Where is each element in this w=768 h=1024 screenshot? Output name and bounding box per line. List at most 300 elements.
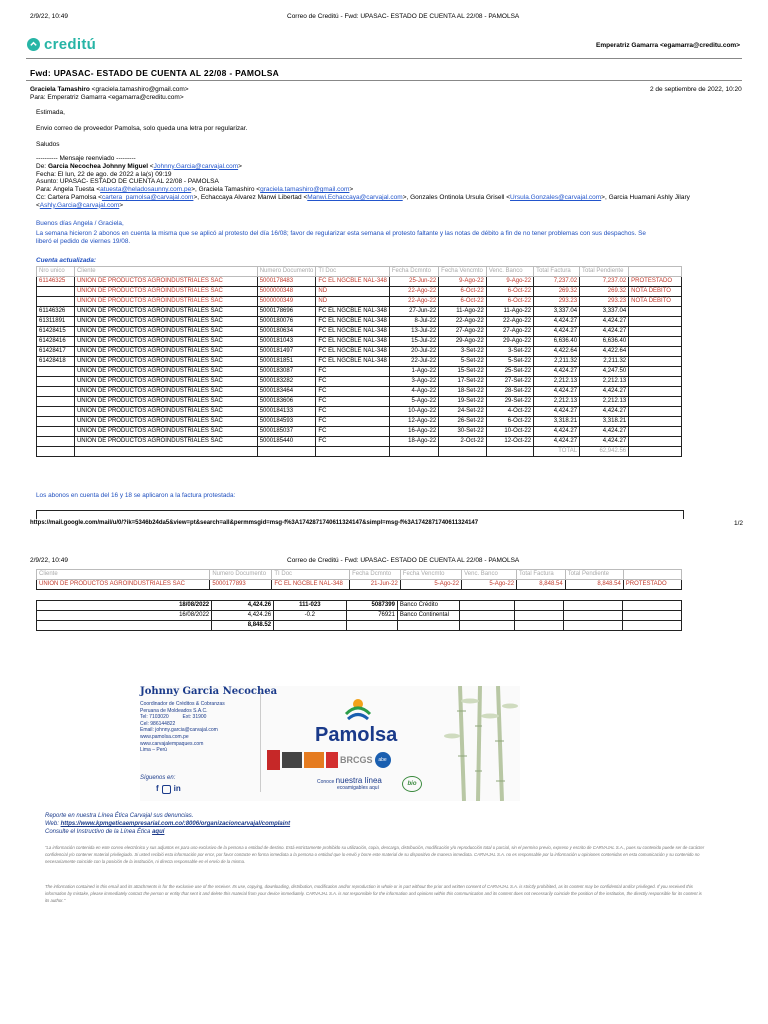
table-cell: FC EL NGCBLE NAL-348 [316,337,389,347]
table-cell: 61428418 [37,357,75,367]
forward-cc-cont: <Ashly.Garcia@carvajal.com> [36,201,124,209]
table-cell: 11-Ago-22 [439,307,487,317]
table-cell [629,387,682,397]
table-cell: FC EL NGCBLE NAL-348 [272,580,350,590]
linkedin-icon[interactable]: in [173,784,181,793]
table-cell: 6-Oct-22 [439,287,487,297]
table-cell: 26-Set-22 [439,417,487,427]
table-cell: 5000185440 [257,437,316,447]
cert-badge [326,752,338,768]
creditu-logo[interactable] [27,36,96,53]
table-cell: 16-Ago-22 [389,427,438,437]
table-cell: 4,424.27 [580,407,629,417]
table-cell: 4-Oct-22 [486,407,533,417]
column-header: Total Pendiente [565,570,623,580]
table-cell: FC [316,387,389,397]
signature-name: Johnny Garcia Necochea [140,686,278,697]
table-cell: 4,424.27 [534,327,580,337]
table-cell: 9-Ago-22 [439,277,487,287]
table-cell: UNION DE PRODUCTOS AGROINDUSTRIALES SAC [74,427,257,437]
email-subject: Fwd: UPASAC- ESTADO DE CUENTA AL 22/08 - PAMOLSA [30,68,280,78]
sender-email: <graciela.tamashiro@gmail.com> [91,86,189,93]
table-cell: 4,424.27 [580,437,629,447]
column-header: Total Pendiente [580,267,629,277]
table-cell [629,437,682,447]
table-cell [37,377,75,387]
table-cell: FC [316,427,389,437]
table-cell [629,347,682,357]
table-cell: 4,424.27 [534,407,580,417]
greeting: Estimada, [36,109,65,116]
payment-op: 5087399 [346,601,397,611]
table-cell: 2,212.13 [580,397,629,407]
table-cell [459,601,515,611]
page-number: 1/2 [734,520,744,527]
table-cell: FC EL NGCBLE NAL-348 [316,307,389,317]
table-cell: 29-Ago-22 [486,337,533,347]
forward-from-name: Garcia Necochea Johnny Miguel [47,162,148,170]
bamboo-illustration [440,686,520,801]
table-cell [629,377,682,387]
table-row [37,447,682,457]
table-cell: 22-Ago-22 [389,297,438,307]
table-cell: UNION DE PRODUCTOS AGROINDUSTRIALES SAC [74,387,257,397]
table-cell: 4,424.27 [580,327,629,337]
email-link[interactable]: cartera_pamolsa@carvajal.com [101,193,194,201]
eco-line[interactable]: Conoce nuestra línea ecoamigables aquí [317,776,382,791]
table-row [37,307,682,317]
table-cell: 18-Ago-22 [389,437,438,447]
message-date: 2 de septiembre de 2022, 10:20 [650,86,742,93]
email-link[interactable]: atuesta@heladosaunny.com.pe [100,186,192,194]
table-cell [397,621,459,631]
creditu-logo-icon [27,38,40,51]
table-cell: 5000000348 [257,287,316,297]
table-cell: 8,848.54 [565,580,623,590]
table-cell: 21-Jun-22 [350,580,401,590]
note-block [36,220,726,247]
payment-op: 76921 [346,611,397,621]
column-header: Venc. Banco [462,570,517,580]
table-cell: ND [316,287,389,297]
table-cell: 4,424.27 [534,387,580,397]
table-cell [37,447,75,457]
table-cell [515,611,564,621]
table-cell [629,337,682,347]
facebook-icon[interactable]: f [156,784,159,793]
payment-bank: Banco Continental [397,611,459,621]
table-cell: 29-Set-22 [486,397,533,407]
payment-bank: Banco Crédito [397,601,459,611]
signature-details: Coordinador de Créditos & Cobranzas Peruana de Moldeados S.A.C. Tel: 7103020 Ext: 31900 Cel: 986144822 Email: johnny.garcia@carvajal.com www.pamolsa.com.pe www.carvajalempaques.com Lima – Perú [140,701,225,754]
table-cell [629,407,682,417]
table-cell: 5000181043 [257,337,316,347]
table-cell: 2,212.13 [534,377,580,387]
table-cell: FC [316,417,389,427]
table-cell: 22-Jul-22 [389,357,438,367]
table-cell: FC EL NGCBLE NAL-348 [316,327,389,337]
table-cell: 5000178696 [257,307,316,317]
table-cell [459,611,515,621]
table-cell: FC [316,397,389,407]
table-cell: UNION DE PRODUCTOS AGROINDUSTRIALES SAC [74,377,257,387]
cert-badges [267,750,391,770]
table-cell: 22-Ago-22 [439,317,487,327]
table-cell: 1-Ago-22 [389,367,438,377]
table-cell: 5000178483 [257,277,316,287]
table-cell: 4,424.27 [534,317,580,327]
table-cell: 61428415 [37,327,75,337]
payment-sum: 8,848.52 [212,621,274,631]
payment-amount: 4,424.26 [212,601,274,611]
column-header: Fecha Dcmnto [389,267,438,277]
email-link[interactable]: Ursula.Gonzales@carvajal.com [510,193,602,201]
table-cell: 2,211.32 [580,357,629,367]
table-cell [629,367,682,377]
table-cell: 10-Ago-22 [389,407,438,417]
table-cell: 6-Oct-22 [486,417,533,427]
table-cell [629,447,682,457]
table-cell: 12-Oct-22 [486,437,533,447]
table-header-row [37,570,682,580]
table-cell: FC EL NGCBLE NAL-348 [316,357,389,367]
table-header-row [37,267,682,277]
table-cell: 15-Set-22 [439,367,487,377]
table-cell [623,611,682,621]
print-date: 2/9/22, 10:49 [30,13,68,20]
brcgs-logo: BRCGS [340,755,373,765]
payment-date: 16/08/2022 [37,611,212,621]
table-cell: 27-Set-22 [486,377,533,387]
table-row [37,427,682,437]
table-cell [37,417,75,427]
note-line1: La semana hicieron 2 abonos en cuenta la misma que se aplicó al protesto del día 16/08; favor de regularizar esta semana el protesto faltante y las notas de débito a fin de no tener problemas con sus despachos. Se [36,229,646,237]
table-cell: 2-Oct-22 [439,437,487,447]
table-cell: 27-Ago-22 [486,327,533,337]
table-cell: UNION DE PRODUCTOS AGROINDUSTRIALES SAC [74,317,257,327]
table-cell [623,601,682,611]
table-cell [37,297,75,307]
table-cell [515,621,564,631]
table-cell [629,327,682,337]
table-cell: UNION DE PRODUCTOS AGROINDUSTRIALES SAC [74,287,257,297]
message-from [30,86,189,93]
table-cell [316,447,389,457]
table-cell: 4,422.64 [580,347,629,357]
table-cell: 62,942.56 [580,447,629,457]
creditu-logo-text: creditú [44,36,97,53]
table-cell: 4,422.64 [534,347,580,357]
divider [260,692,261,792]
table-cell: UNION DE PRODUCTOS AGROINDUSTRIALES SAC [74,297,257,307]
table-cell: UNION DE PRODUCTOS AGROINDUSTRIALES SAC [74,277,257,287]
table-cell: 24-Set-22 [439,407,487,417]
table-row [37,397,682,407]
table-cell [623,621,682,631]
note-greeting: Buenos días Angela / Graciela, [36,220,124,227]
table-cell: 6-Oct-22 [486,297,533,307]
page-url[interactable]: https://mail.google.com/mail/u/0/?ik=5346b24da5&view=pt&search=all&permmsgid=msg-f%3A1742871740611324147&simpl=msg-f%3A1742871740611324147 [30,520,479,526]
email-link[interactable]: Manwi.Echaccaya@carvajal.com [307,193,403,201]
table-cell: 2,212.13 [580,377,629,387]
table-cell: FC EL NGCBLE NAL-348 [316,277,389,287]
table-cell: 61311891 [37,317,75,327]
closing: Saludos [36,141,60,148]
table-cell: 2,212.13 [534,397,580,407]
table-cell: 61146325 [37,277,75,287]
table-cell: PROTESTADO [623,580,681,590]
divider [36,510,684,519]
forward-from: De: Garcia Necochea Johnny Miguel <Johnny.Garcia@carvajal.com> [36,162,242,170]
pamolsa-logo [315,698,405,758]
table-cell [486,447,533,457]
table-cell: 12-Ago-22 [389,417,438,427]
table-cell: FC EL NGCBLE NAL-348 [316,347,389,357]
table-row [37,277,682,287]
table-cell: 5000184593 [257,417,316,427]
table-cell: UNION DE PRODUCTOS AGROINDUSTRIALES SAC [37,580,210,590]
table-cell: 25-Jun-22 [389,277,438,287]
table-row [37,417,682,427]
table-cell: 6-Oct-22 [439,297,487,307]
table-cell: FC [316,377,389,387]
table-row [37,297,682,307]
forward-to: Para: Angela Tuesta <atuesta@heladosaunny.com.pe>, Graciela Tamashiro <graciela.tamashiro@gmail.com> [36,186,354,194]
table-cell: 4,424.27 [534,437,580,447]
table-cell [37,287,75,297]
forwarded-block [36,155,736,210]
bio-logo: bio [402,776,422,792]
print-title-2: Correo de Creditú - Fwd: UPASAC- ESTADO DE CUENTA AL 22/08 - PAMOLSA [287,557,520,564]
table-cell: UNION DE PRODUCTOS AGROINDUSTRIALES SAC [74,367,257,377]
table-cell: UNION DE PRODUCTOS AGROINDUSTRIALES SAC [74,417,257,427]
forward-separator: ---------- Mensaje reenviado --------- [36,155,136,162]
table-cell: 19-Set-22 [439,397,487,407]
table-cell: 9-Ago-22 [486,277,533,287]
table-cell: 5000000349 [257,297,316,307]
print-date-2: 2/9/22, 10:49 [30,557,68,564]
disclaimer-es: "La información contenida en este correo electrónico y sus adjuntos es para uso exclusivo de la persona o entidad de destino. Está estrictamente prohibido su utilización, copia, descarga, distribución, modificación y/o reproducción total o parcial, sin el permiso previo, expreso y escrito de CARVAJAL S.A., pues su contenido puede ser de carácter confidencial y/o contener material privilegiado. Si usted recibió esta información por error, por favor contacte en forma inmediata a la persona o entidad que lo envió y borre este material de su dispositivo de manera inmediata. CARVAJAL S.A. no es responsable por la información u opiniones contenidas en esta comunicación y su contenido no necesariamente coincide con la posición de la institución, ni directa responsable en el envío de la misma. [45,845,705,864]
table-cell: 20-Jul-22 [389,347,438,357]
table-row [37,387,682,397]
table-cell: 6,636.40 [534,337,580,347]
table-cell: 5-Ago-22 [389,397,438,407]
table-cell: 22-Ago-22 [389,287,438,297]
table-cell [37,621,212,631]
pamolsa-logo-text: Pamolsa [315,724,398,746]
table-cell: 6-Oct-22 [486,287,533,297]
table-cell [515,601,564,611]
column-header: TI Doc [272,570,350,580]
table-cell: 4,424.27 [534,427,580,437]
table-cell [37,407,75,417]
payment-ref: -0.2 [274,611,347,621]
column-header: Numero Documento [257,267,316,277]
table-cell: NOTA DEBITO [629,287,682,297]
table-row [37,407,682,417]
table-cell: 3,318.21 [534,417,580,427]
table-cell [274,621,347,631]
divider [26,80,742,81]
table-cell: 18-Set-22 [439,387,487,397]
table-row [37,327,682,337]
table-cell: 10-Oct-22 [486,427,533,437]
table-cell: 11-Ago-22 [486,307,533,317]
column-header: Fecha Vencmto [439,267,487,277]
table-cell: 5000183282 [257,377,316,387]
table-row [37,347,682,357]
follow-label: Síguenos en: [140,775,176,781]
column-header: Numero Documento [210,570,272,580]
instagram-icon[interactable] [162,785,171,794]
table-row [37,317,682,327]
payment-row [37,601,682,611]
table-cell [74,447,257,457]
table-cell: 2,211.32 [534,357,580,367]
table-cell [629,427,682,437]
table-cell [37,367,75,377]
table-row [37,287,682,297]
table-cell [37,397,75,407]
column-header: Nro unico [37,267,75,277]
table-cell: 7,237.02 [580,277,629,287]
forward-from-email[interactable]: Johnny.Garcia@carvajal.com [153,162,239,170]
sender-name: Graciela Tamashiro [30,86,90,93]
table-cell: 4,424.27 [580,317,629,327]
message-to: Para: Emperatriz Gamarra <egamarra@creditu.com> [30,94,184,101]
table-cell: UNION DE PRODUCTOS AGROINDUSTRIALES SAC [74,397,257,407]
column-header: Cliente [37,570,210,580]
table-cell [629,317,682,327]
table-cell: 5000180076 [257,317,316,327]
table-cell: 6,636.40 [580,337,629,347]
table-cell: 8-Jul-22 [389,317,438,327]
table-cell: 4,424.27 [580,427,629,437]
payments-table [36,600,682,631]
column-header: TI Doc [316,267,389,277]
table-cell [37,427,75,437]
column-header: Venc. Banco [486,267,533,277]
table-cell [629,357,682,367]
table-cell: 8,848.54 [517,580,566,590]
table-cell: 4,247.50 [580,367,629,377]
table-cell [629,307,682,317]
email-link[interactable]: Ashly.Garcia@carvajal.com [39,201,120,209]
ethics-block: Reporte en nuestra Línea Ética Carvajal sus denuncias. Web: https://www.kpmgeticaempresarial.com.co/:8006/organizacioncarvajal/complaint Consulte el Instructivo de la Línea Ética aquí [45,813,291,835]
table-cell: UNION DE PRODUCTOS AGROINDUSTRIALES SAC [74,337,257,347]
table-cell [564,621,623,631]
print-title: Correo de Creditú - Fwd: UPASAC- ESTADO DE CUENTA AL 22/08 - PAMOLSA [287,13,520,20]
table-title: Cuenta actualizada: [36,257,97,264]
table-cell: 61428417 [37,347,75,357]
table-cell: 293.23 [580,297,629,307]
table-cell: 25-Set-22 [486,367,533,377]
forward-subject: Asunto: UPASAC- ESTADO DE CUENTA AL 22/08 - PAMOLSA [36,178,219,186]
account-table [36,266,682,457]
table-cell: 5-Ago-22 [462,580,517,590]
table-cell [629,397,682,407]
table-row [37,367,682,377]
table-cell: 269.32 [580,287,629,297]
ethics-link[interactable]: https://www.kpmgeticaempresarial.com.co/:8006/organizacioncarvajal/complaint [60,821,291,827]
table-cell [439,447,487,457]
table-cell: ND [316,297,389,307]
table-cell: FC [316,437,389,447]
table-cell [459,621,515,631]
table-cell [564,601,623,611]
note-line2: liberó el pedido de viernes 19/08. [36,238,131,245]
table-cell: 27-Jun-22 [389,307,438,317]
table-row [37,437,682,447]
table-cell: FC [316,367,389,377]
pamolsa-logo-icon [343,698,373,724]
table-cell: 4,424.27 [534,367,580,377]
table-cell: 5000184133 [257,407,316,417]
table-cell: 28-Set-22 [486,387,533,397]
table-cell: PROTESTADO [629,277,682,287]
table-cell: NOTA DEBITO [629,297,682,307]
table-cell: 4-Ago-22 [389,387,438,397]
table-cell [257,447,316,457]
table-cell: 5000180634 [257,327,316,337]
column-header: Total Factura [534,267,580,277]
table-cell: 7,237.02 [534,277,580,287]
table-cell: 5000177893 [210,580,272,590]
gptw-badge [267,750,280,770]
table-cell [623,570,681,580]
table-cell: 5-Ago-22 [400,580,461,590]
social-icons [156,784,181,794]
cert-badge [304,752,324,768]
table-cell: 3,337.04 [580,307,629,317]
table-row [37,357,682,367]
abe-logo: abe [375,752,391,768]
table-cell: 3-Ago-22 [389,377,438,387]
table-cell: 17-Set-22 [439,377,487,387]
signature-card [140,686,520,801]
table-cell: 5000183606 [257,397,316,407]
table-cell [389,447,438,457]
table-cell: 61428416 [37,337,75,347]
disclaimer-en: The information contained in this email and its attachments is for the exclusive use of the receiver. Its use, copying, downloading, distribution, modification and/or reproduction in whole or in part without the prior and written consent of CARVAJAL S.A. is strictly prohibited, as its content may be confidential and/or privileged. If you received this information by mistake, please immediately contact the person or entity that sent it and delete this material from your device immediately. CARVAJAL S.A. is not responsible for the information and opinions within this communication and its content does not necessarily coincide the position of the institution, the directly responsible for its content is its author." [45,884,702,903]
table-cell [37,387,75,397]
table-cell: 5000183464 [257,387,316,397]
column-header: Fecha Dcmnto [350,570,401,580]
table-cell: 27-Ago-22 [439,327,487,337]
ethics-line1: Reporte en nuestra Línea Ética Carvajal sus denuncias. [45,813,194,819]
payment-amount: 4,424.26 [212,611,274,621]
ethics-aqui-link[interactable]: aquí [152,829,165,835]
email-link[interactable]: graciela.tamashiro@gmail.com [260,186,350,194]
column-header: Fecha Vencmto [400,570,461,580]
table-cell: UNION DE PRODUCTOS AGROINDUSTRIALES SAC [74,307,257,317]
table-cell: FC EL NGCBLE NAL-348 [316,317,389,327]
table-cell: 3-Set-22 [439,347,487,357]
table-cell: 5-Set-22 [439,357,487,367]
protest-table [36,569,682,590]
table-row [37,337,682,347]
table-cell: 13-Jul-22 [389,327,438,337]
table-cell: 5000181497 [257,347,316,357]
table-cell: 15-Jul-22 [389,337,438,347]
payment-date: 18/08/2022 [37,601,212,611]
cert-badge [282,752,302,768]
table-cell: 5000185037 [257,427,316,437]
table-cell: TOTAL [534,447,580,457]
table-cell [346,621,397,631]
payment-sum-row [37,621,682,631]
payment-ref: 111-023 [274,601,347,611]
